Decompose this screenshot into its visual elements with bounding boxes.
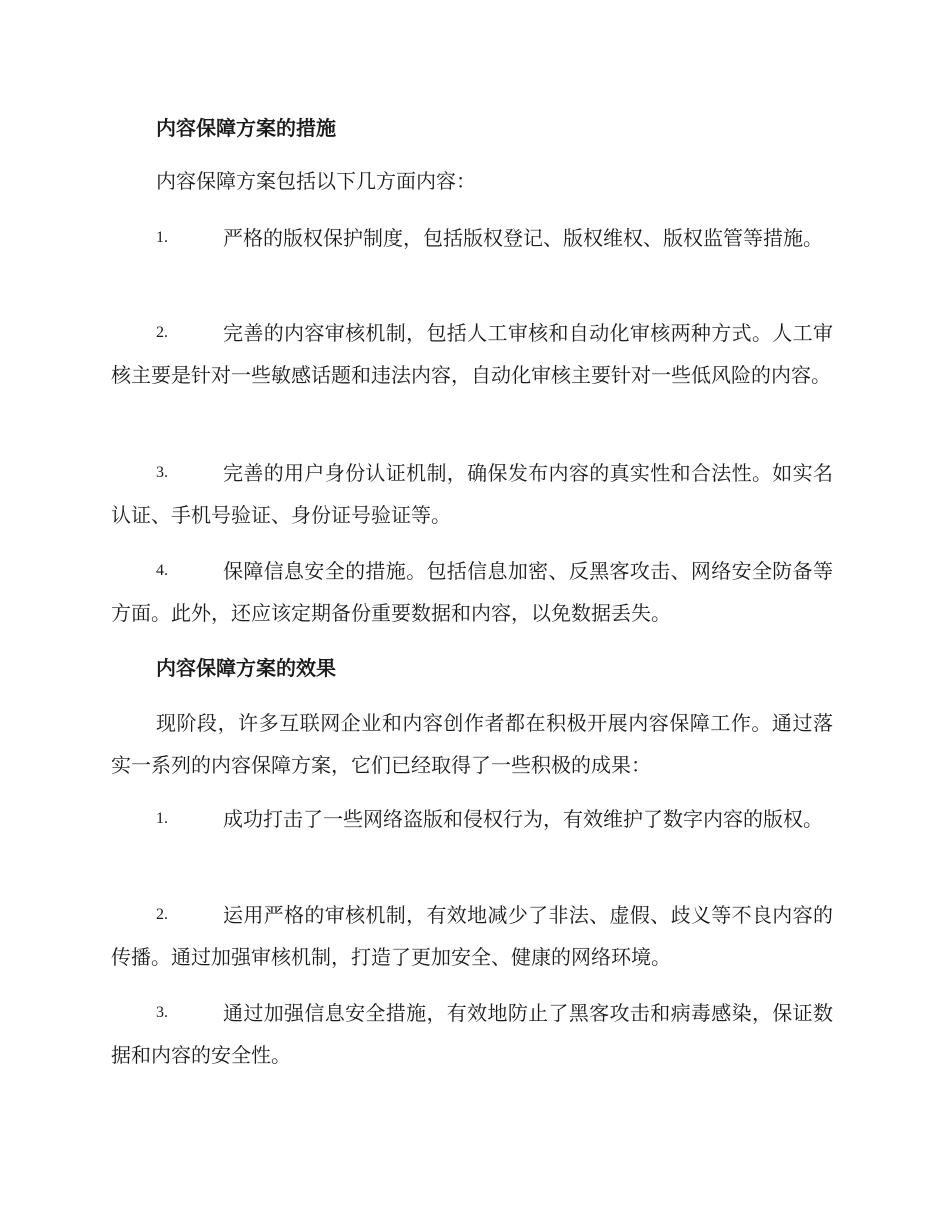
list-number: 3. (156, 1004, 168, 1021)
list-number: 1. (156, 229, 168, 246)
section-heading-effects: 内容保障方案的效果 (156, 656, 336, 680)
list-number: 1. (156, 810, 168, 827)
list-item (111, 217, 833, 259)
list-item (111, 992, 833, 1076)
list-item (111, 798, 833, 840)
list-number: 2. (156, 324, 168, 341)
list-item (111, 894, 833, 978)
list-item-text: 完善的内容审核机制，包括人工审核和自动化审核两种方式。人工审核主要是针对一些敏感话题和违法内容，自动化审核主要针对一些低风险的内容。 (111, 321, 833, 387)
list-item-text: 通过加强信息安全措施，有效地防止了黑客攻击和病毒感染，保证数据和内容的安全性。 (111, 1001, 833, 1067)
list-number: 3. (156, 464, 168, 481)
list-item-text: 完善的用户身份认证机制，确保发布内容的真实性和合法性。如实名认证、手机号验证、身份证号验证等。 (111, 461, 833, 527)
section-intro-effects: 现阶段，许多互联网企业和内容创作者都在积极开展内容保障工作。通过落实一系列的内容保障方案，它们已经取得了一些积极的成果： (111, 711, 833, 777)
list-item-text: 运用严格的审核机制，有效地减少了非法、虚假、歧义等不良内容的传播。通过加强审核机制，打造了更加安全、健康的网络环境。 (111, 903, 833, 969)
list-item-text: 严格的版权保护制度，包括版权登记、版权维权、版权监管等措施。 (223, 226, 823, 250)
list-item-text: 成功打击了一些网络盗版和侵权行为，有效维护了数字内容的版权。 (223, 807, 823, 831)
list-item-text: 保障信息安全的措施。包括信息加密、反黑客攻击、网络安全防备等方面。此外，还应该定期备份重要数据和内容，以免数据丢失。 (111, 559, 833, 625)
list-number: 4. (156, 562, 168, 579)
list-item (111, 550, 833, 634)
list-item (111, 452, 833, 536)
section-heading-measures: 内容保障方案的措施 (156, 116, 336, 140)
section-intro-measures: 内容保障方案包括以下几方面内容： (156, 169, 476, 193)
list-number: 2. (156, 906, 168, 923)
list-item (111, 312, 833, 396)
